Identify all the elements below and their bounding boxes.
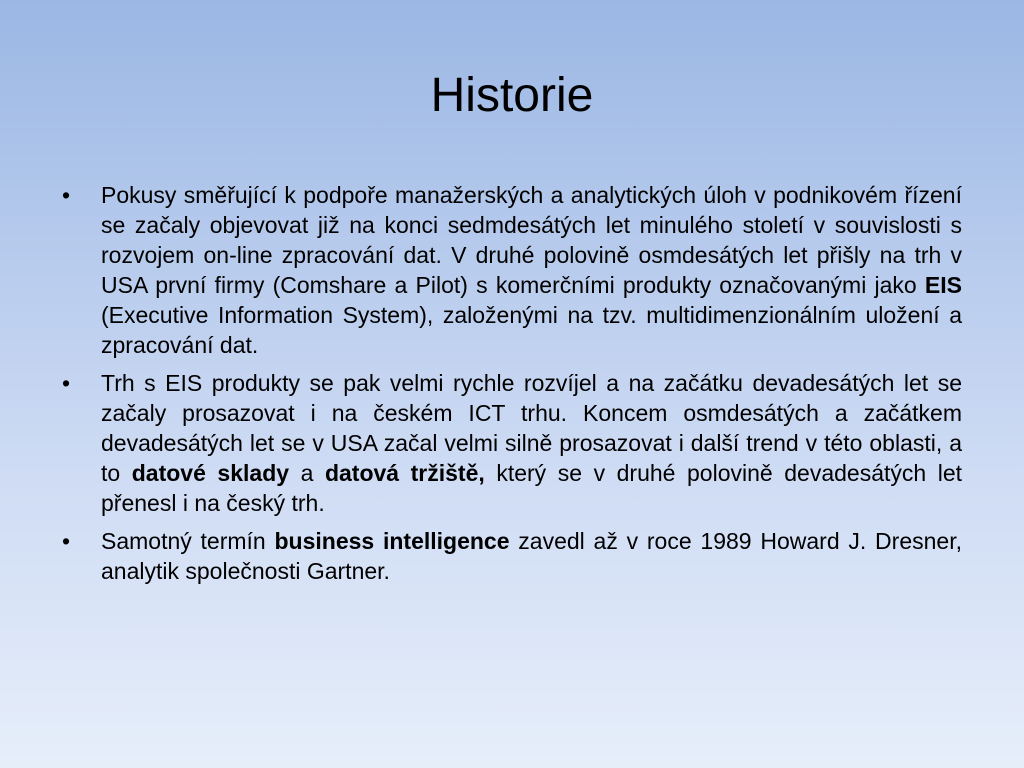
text-run: který se v druhé polovině devadesátých let přenesl i na český trh. [101, 460, 963, 516]
bullet-item [62, 180, 962, 360]
text-run: (Executive Information System), založenými na tzv. multidimenzionálním uložení a zpracování dat. [101, 302, 962, 358]
text-run: a [289, 460, 325, 486]
bullet-list [62, 180, 962, 594]
bullet-marker: • [62, 528, 71, 554]
text-run: zavedl až v roce 1989 Howard J. Dresner, analytik společnosti Gartner. [101, 528, 962, 584]
text-run: Pokusy směřující k podpoře manažerských a analytických úloh v podnikovém řízení se začaly objevovat již na konci sedmdesátých let minulého století v souvislosti s rozvojem on-line zpracování dat. V druhé polovině osmdesátých let přišly na trh v USA první firmy (Comshare a Pilot) s komerčními produkty označovanými jako [101, 182, 962, 298]
bullet-marker: • [62, 182, 71, 208]
bullet-marker: • [62, 370, 71, 396]
bullet-text [101, 528, 962, 584]
bullet-item [62, 368, 962, 518]
text-run: Samotný termín [101, 528, 275, 554]
bold-term: datové sklady [131, 460, 290, 486]
bold-term: business intelligence [274, 528, 510, 554]
bold-term: datová tržiště, [324, 460, 485, 486]
bullet-text [101, 370, 962, 516]
bullet-item [62, 526, 962, 586]
text-run: Trh s EIS produkty se pak velmi rychle rozvíjel a na začátku devadesátých let se začaly prosazovat i na českém ICT trhu. Koncem osmdesátých a začátkem devadesátých let se v USA začal velmi silně prosazovat i další trend v této oblasti, a to [101, 370, 962, 486]
slide-title: Historie [430, 69, 594, 122]
bold-term: EIS [924, 272, 962, 298]
bullet-text [101, 182, 962, 358]
